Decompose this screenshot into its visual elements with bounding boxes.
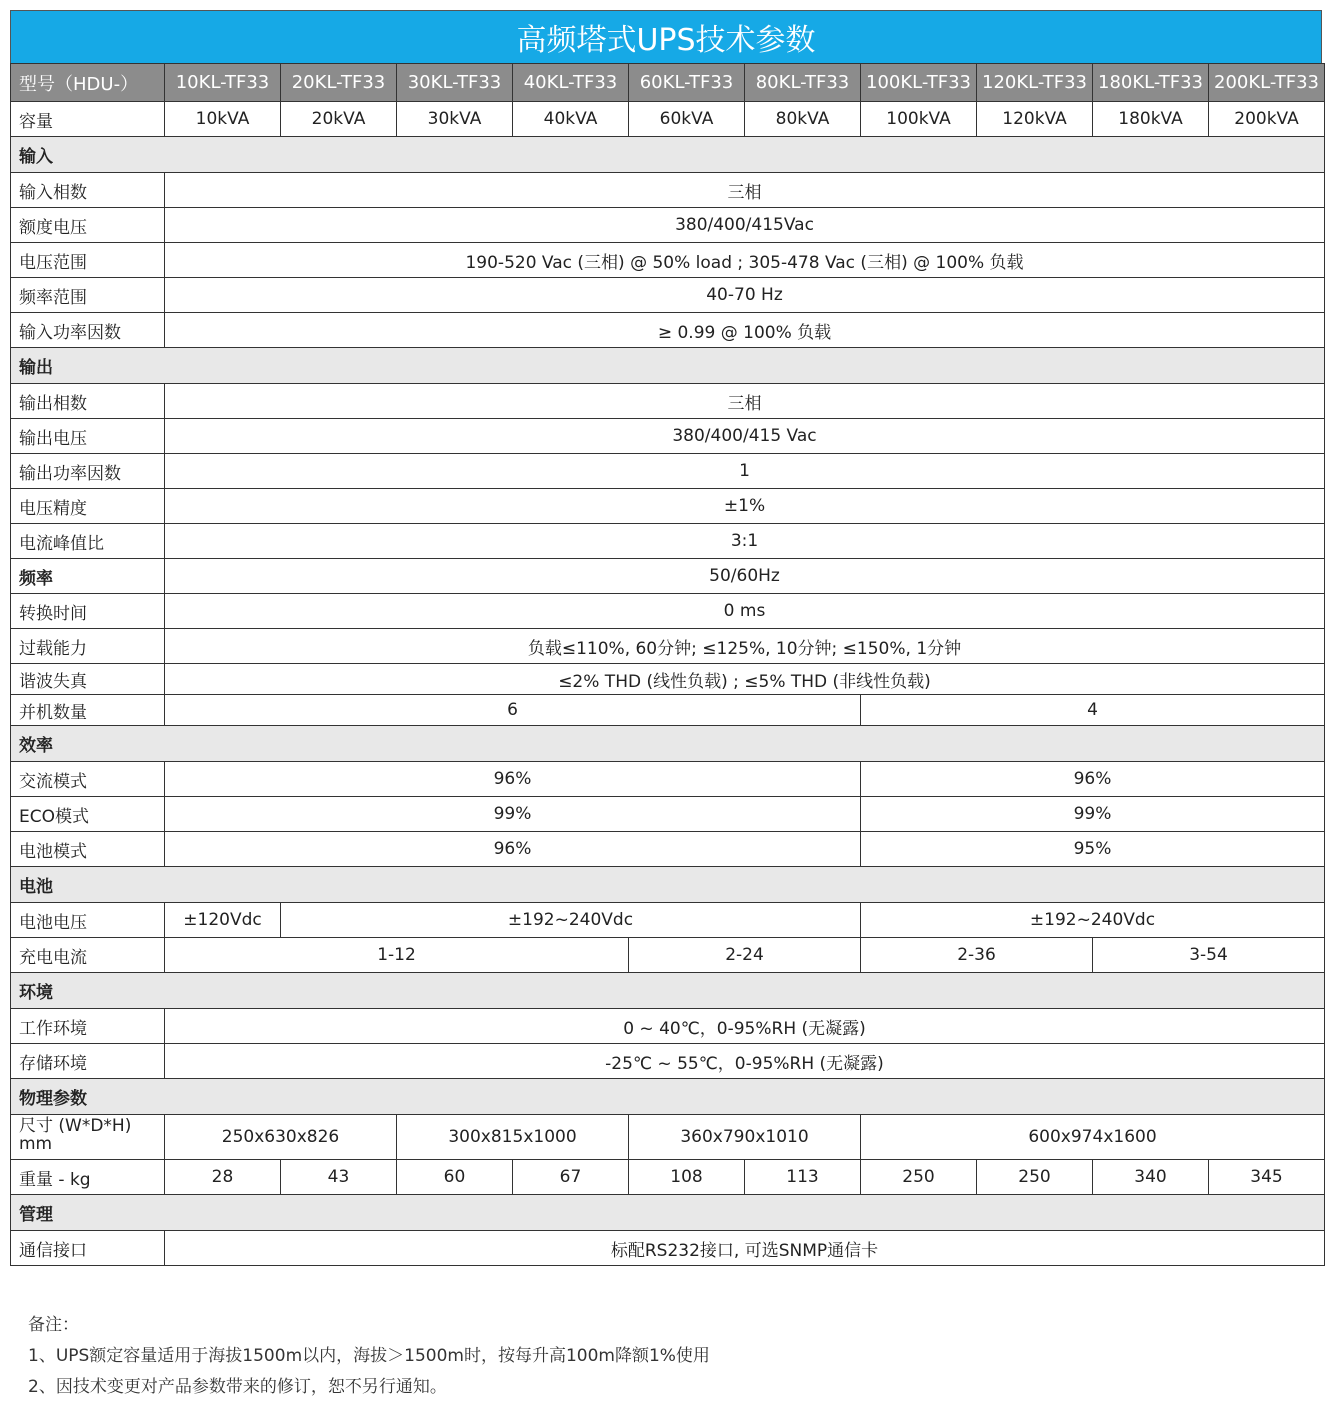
model-label: 型号（HDU-） — [11, 64, 165, 102]
row-value: 380/400/415 Vac — [165, 419, 1325, 454]
row-label: 存储环境 — [11, 1044, 165, 1079]
weight-cell: 60 — [397, 1160, 513, 1195]
row-label: 输入相数 — [11, 173, 165, 208]
row-value: 3:1 — [165, 524, 1325, 559]
weight-cell: 113 — [745, 1160, 861, 1195]
row-value: 三相 — [165, 384, 1325, 419]
row-value: 99% — [165, 797, 861, 832]
row-value: 380/400/415Vac — [165, 208, 1325, 243]
row-label: 重量 - kg — [11, 1160, 165, 1195]
table-row — [11, 903, 1325, 938]
row-value: 250x630x826 — [165, 1115, 397, 1160]
capacity-cell: 200kVA — [1209, 102, 1325, 137]
table-row — [11, 695, 1325, 726]
row-value: 96% — [165, 762, 861, 797]
row-label: 频率范围 — [11, 278, 165, 313]
capacity-cell: 60kVA — [629, 102, 745, 137]
row-value: 三相 — [165, 173, 1325, 208]
table-row — [11, 938, 1325, 973]
row-label: 频率 — [11, 559, 165, 594]
model-cell: 40KL-TF33 — [513, 64, 629, 102]
capacity-cell: 40kVA — [513, 102, 629, 137]
weight-cell: 250 — [977, 1160, 1093, 1195]
spec-sheet — [10, 10, 1322, 1266]
row-label: 额度电压 — [11, 208, 165, 243]
table-row — [11, 1115, 1325, 1160]
row-value: 0 ms — [165, 594, 1325, 629]
row-label: ECO模式 — [11, 797, 165, 832]
page-title: 高频塔式UPS技术参数 — [10, 10, 1322, 63]
model-cell: 30KL-TF33 — [397, 64, 513, 102]
notes-title: 备注： — [28, 1315, 79, 1335]
table-row — [11, 1009, 1325, 1044]
row-label: 工作环境 — [11, 1009, 165, 1044]
table-row — [11, 1231, 1325, 1266]
row-label: 输出功率因数 — [11, 454, 165, 489]
row-value: ±192~240Vdc — [281, 903, 861, 938]
note-line: 2、因技术变更对产品参数带来的修订，恕不另行通知。 — [28, 1377, 447, 1397]
table-row — [11, 243, 1325, 278]
row-label: 充电电流 — [11, 938, 165, 973]
capacity-cell: 100kVA — [861, 102, 977, 137]
row-value: ≤2% THD (线性负载) ; ≤5% THD (非线性负载) — [165, 664, 1325, 695]
row-value: ±192~240Vdc — [861, 903, 1325, 938]
weight-cell: 67 — [513, 1160, 629, 1195]
row-value: 95% — [861, 832, 1325, 867]
weight-cell: 43 — [281, 1160, 397, 1195]
row-value: 标配RS232接口, 可选SNMP通信卡 — [165, 1231, 1325, 1266]
row-label: 电流峰值比 — [11, 524, 165, 559]
row-value: 负载≤110%, 60分钟; ≤125%, 10分钟; ≤150%, 1分钟 — [165, 629, 1325, 664]
row-value: 2-36 — [861, 938, 1093, 973]
section-battery — [11, 867, 1325, 903]
row-value: 300x815x1000 — [397, 1115, 629, 1160]
row-value: 190-520 Vac (三相) @ 50% load ; 305-478 Vac (三相) @ 100% 负载 — [165, 243, 1325, 278]
spec-table — [10, 63, 1325, 1266]
section-title: 管理 — [11, 1195, 1325, 1231]
row-value: 600x974x1600 — [861, 1115, 1325, 1160]
row-value: 6 — [165, 695, 861, 726]
row-value: ≥ 0.99 @ 100% 负载 — [165, 313, 1325, 348]
note-line: 1、UPS额定容量适用于海拔1500m以内，海拔＞1500m时，按每升高100m降额1%使用 — [28, 1346, 710, 1366]
row-value: 0 ~ 40℃，0-95%RH (无凝露) — [165, 1009, 1325, 1044]
table-row — [11, 524, 1325, 559]
table-row — [11, 313, 1325, 348]
model-cell: 100KL-TF33 — [861, 64, 977, 102]
table-row — [11, 173, 1325, 208]
row-label: 转换时间 — [11, 594, 165, 629]
table-row — [11, 454, 1325, 489]
capacity-cell: 30kVA — [397, 102, 513, 137]
row-value: -25℃ ~ 55℃，0-95%RH (无凝露) — [165, 1044, 1325, 1079]
table-row — [11, 1044, 1325, 1079]
section-title: 物理参数 — [11, 1079, 1325, 1115]
section-title: 效率 — [11, 726, 1325, 762]
row-label: 并机数量 — [11, 695, 165, 726]
row-value: 1 — [165, 454, 1325, 489]
table-row — [11, 419, 1325, 454]
table-row — [11, 1160, 1325, 1195]
row-label: 输入功率因数 — [11, 313, 165, 348]
row-label: 通信接口 — [11, 1231, 165, 1266]
section-output — [11, 348, 1325, 384]
table-row — [11, 629, 1325, 664]
table-row — [11, 762, 1325, 797]
capacity-row — [11, 102, 1325, 137]
row-label: 电池模式 — [11, 832, 165, 867]
model-cell: 80KL-TF33 — [745, 64, 861, 102]
table-row — [11, 278, 1325, 313]
weight-cell: 345 — [1209, 1160, 1325, 1195]
section-input — [11, 137, 1325, 173]
section-environment — [11, 973, 1325, 1009]
row-value: 1-12 — [165, 938, 629, 973]
table-row — [11, 489, 1325, 524]
table-row — [11, 832, 1325, 867]
section-physical — [11, 1079, 1325, 1115]
capacity-cell: 120kVA — [977, 102, 1093, 137]
section-title: 输入 — [11, 137, 1325, 173]
table-row — [11, 797, 1325, 832]
row-label: 电压范围 — [11, 243, 165, 278]
row-value: 96% — [165, 832, 861, 867]
capacity-cell: 10kVA — [165, 102, 281, 137]
table-row — [11, 384, 1325, 419]
capacity-cell: 20kVA — [281, 102, 397, 137]
section-title: 环境 — [11, 973, 1325, 1009]
model-cell: 10KL-TF33 — [165, 64, 281, 102]
row-value: 99% — [861, 797, 1325, 832]
row-value: 2-24 — [629, 938, 861, 973]
capacity-cell: 80kVA — [745, 102, 861, 137]
section-title: 电池 — [11, 867, 1325, 903]
row-label: 谐波失真 — [11, 664, 165, 695]
table-row — [11, 208, 1325, 243]
model-cell: 180KL-TF33 — [1093, 64, 1209, 102]
row-value: 40-70 Hz — [165, 278, 1325, 313]
section-efficiency — [11, 726, 1325, 762]
row-label: 电压精度 — [11, 489, 165, 524]
row-value: 50/60Hz — [165, 559, 1325, 594]
model-cell: 60KL-TF33 — [629, 64, 745, 102]
row-value: 4 — [861, 695, 1325, 726]
table-row — [11, 664, 1325, 695]
model-cell: 120KL-TF33 — [977, 64, 1093, 102]
row-label: 电池电压 — [11, 903, 165, 938]
row-label: 容量 — [11, 102, 165, 137]
section-title: 输出 — [11, 348, 1325, 384]
capacity-cell: 180kVA — [1093, 102, 1209, 137]
row-value: ±120Vdc — [165, 903, 281, 938]
row-label: 输出电压 — [11, 419, 165, 454]
section-management — [11, 1195, 1325, 1231]
row-label: 交流模式 — [11, 762, 165, 797]
model-header-row — [11, 64, 1325, 102]
weight-cell: 340 — [1093, 1160, 1209, 1195]
weight-cell: 28 — [165, 1160, 281, 1195]
row-value: ±1% — [165, 489, 1325, 524]
row-label: 尺寸 (W*D*H) mm — [11, 1115, 165, 1160]
model-cell: 200KL-TF33 — [1209, 64, 1325, 102]
table-row — [11, 559, 1325, 594]
model-cell: 20KL-TF33 — [281, 64, 397, 102]
table-row — [11, 594, 1325, 629]
notes — [28, 1310, 710, 1403]
row-value: 96% — [861, 762, 1325, 797]
weight-cell: 250 — [861, 1160, 977, 1195]
weight-cell: 108 — [629, 1160, 745, 1195]
row-label: 输出相数 — [11, 384, 165, 419]
row-value: 360x790x1010 — [629, 1115, 861, 1160]
row-label: 过载能力 — [11, 629, 165, 664]
row-value: 3-54 — [1093, 938, 1325, 973]
